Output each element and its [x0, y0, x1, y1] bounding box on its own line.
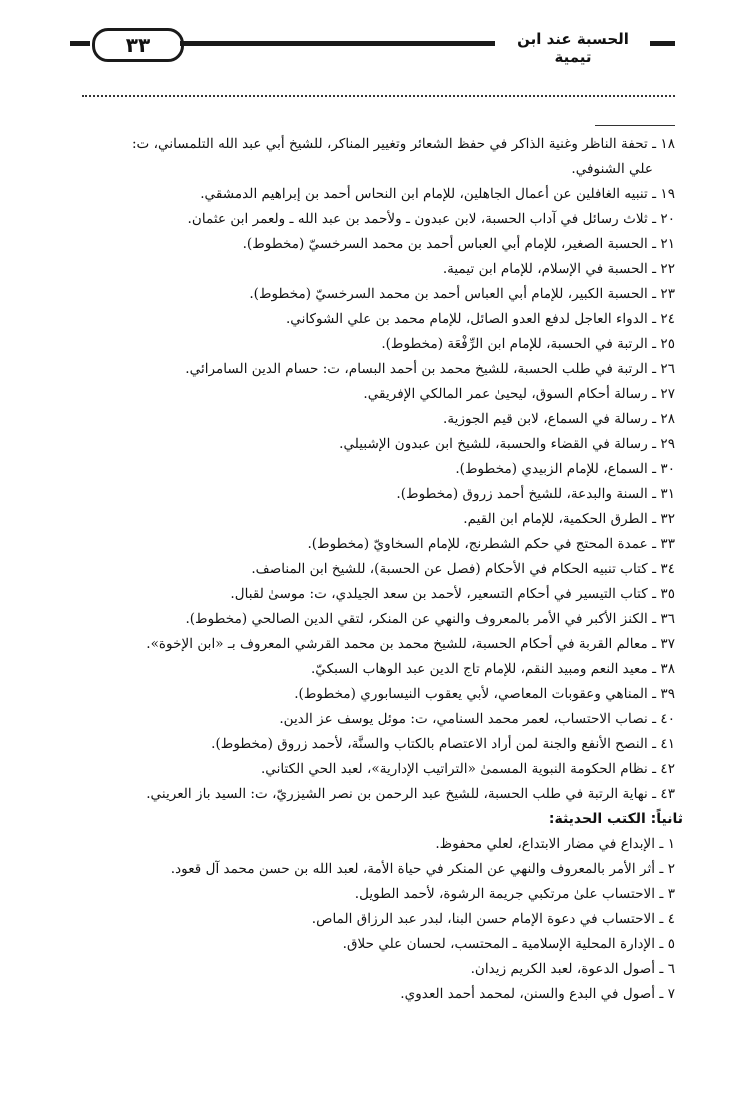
header-rule-middle [180, 41, 495, 46]
list-item: ٣٧ ـ معالم القربة في أحكام الحسبة، للشيخ محمد بن محمد القرشي المعروف بـ «ابن الإخوة». [146, 636, 675, 652]
list-item: ٣٩ ـ المناهي وعقوبات المعاصي، لأبي يعقوب النيسابوري (مخطوط). [294, 686, 675, 702]
dotted-divider [82, 95, 675, 97]
list-item: ١ ـ الإبداع في مضار الابتداع، لعلي محفوظ. [435, 836, 675, 852]
header-rule-left [70, 41, 90, 46]
list-item: ٢٢ ـ الحسبة في الإسلام، للإمام ابن تيمية. [442, 261, 675, 277]
header-rule-right [650, 41, 675, 46]
list-item: ١٩ ـ تنبيه الغافلين عن أعمال الجاهلين، للإمام ابن النحاس أحمد بن إبراهيم الدمشقي. [200, 186, 675, 202]
list-item-continuation: علي الشنوفي. [571, 161, 653, 177]
list-item: ٣٥ ـ كتاب التيسير في أحكام التسعير، لأحمد بن سعد الجيلدي، ت: موسىٰ لقبال. [230, 586, 675, 602]
list-item: ٢٥ ـ الرتبة في الحسبة، للإمام ابن الرِّفْعَة (مخطوط). [381, 336, 675, 352]
list-item: ٣٨ ـ معيد النعم ومبيد النقم، للإمام تاج الدين عبد الوهاب السبكيّ. [310, 661, 675, 677]
list-item: ٣٠ ـ السماع، للإمام الزبيدي (مخطوط). [455, 461, 675, 477]
list-item: ٧ ـ أصول في البدع والسنن، لمحمد أحمد العدوي. [400, 986, 675, 1002]
list-item: ٣٤ ـ كتاب تنبيه الحكام في الأحكام (فصل عن الحسبة)، للشيخ ابن المناصف. [251, 561, 675, 577]
running-title: الحسبة عند ابن تيمية [517, 30, 629, 66]
page-header [70, 28, 675, 66]
list-item: ٢٩ ـ رسالة في القضاء والحسبة، للشيخ ابن عبدون الإشبيلي. [339, 436, 675, 452]
list-item: ٤٠ ـ نصاب الاحتساب، لعمر محمد السنامي، ت: موئل يوسف عز الدين. [279, 711, 675, 727]
list-item: ٣٣ ـ عمدة المحتج في حكم الشطرنج، للإمام السخاويّ (مخطوط). [307, 536, 675, 552]
list-item-text: ١٨ ـ تحفة الناظر وغنية الذاكر في حفظ الشعائر وتغيير المناكر، للشيخ أبي عبد الله التلمساني، ت: [131, 136, 675, 152]
list-item: ٣٢ ـ الطرق الحكمية، للإمام ابن القيم. [463, 511, 675, 527]
list-item: ٤١ ـ النصح الأنفع والجنة لمن أراد الاعتصام بالكتاب والسنَّة، لأحمد زروق (مخطوط). [211, 736, 675, 752]
list-item [80, 132, 675, 182]
list-item: ٢٤ ـ الدواء العاجل لدفع العدو الصائل، للإمام محمد بن علي الشوكاني. [285, 311, 675, 327]
list-item: ٢٣ ـ الحسبة الكبير، للإمام أبي العباس أحمد بن محمد السرخسيّ (مخطوط). [249, 286, 675, 302]
list-item: ٣٦ ـ الكنز الأكبر في الأمر بالمعروف والنهي عن المنكر، لتقي الدين الصالحي (مخطوط). [185, 611, 675, 627]
modern-books-list [80, 832, 675, 1007]
list-item: ٤ ـ الاحتساب في دعوة الإمام حسن البنا، لبدر عبد الرزاق الماص. [311, 911, 675, 927]
bibliography-content [80, 132, 683, 1007]
list-item: ٢٨ ـ رسالة في السماع، لابن قيم الجوزية. [443, 411, 675, 427]
old-books-list [80, 182, 675, 807]
list-item: ٢٦ ـ الرتبة في طلب الحسبة، للشيخ محمد بن أحمد البسام، ت: حسام الدين السامرائي. [185, 361, 675, 377]
list-item: ٢٠ ـ ثلاث رسائل في آداب الحسبة، لابن عبدون ـ ولأحمد بن عبد الله ـ ولعمر ابن عثمان. [187, 211, 675, 227]
list-item: ٢ ـ أثر الأمر بالمعروف والنهي عن المنكر في حياة الأمة، لعبد الله بن حسن محمد آل قعود. [170, 861, 675, 877]
list-item: ٤٣ ـ نهاية الرتبة في طلب الحسبة، للشيخ عبد الرحمن بن نصر الشيزريّ، ت: السيد باز العريني. [146, 786, 675, 802]
list-item: ٢٧ ـ رسالة أحكام السوق، ليحيىٰ عمر المالكي الإفريقي. [363, 386, 675, 402]
list-item: ٤٢ ـ نظام الحكومة النبوية المسمىٰ «التراتيب الإدارية»، لعبد الحي الكتاني. [260, 761, 675, 777]
list-item: ٣١ ـ السنة والبدعة، للشيخ أحمد زروق (مخطوط). [396, 486, 675, 502]
list-item: ٥ ـ الإدارة المحلية الإسلامية ـ المحتسب، لحسان علي حلاق. [342, 936, 675, 952]
page-number: ٣٣ [92, 28, 184, 62]
list-item: ٦ ـ أصول الدعوة، لعبد الكريم زيدان. [470, 961, 675, 977]
section-heading: ثانياً: الكتب الحديثة: [548, 811, 683, 827]
list-item: ٢١ ـ الحسبة الصغير، للإمام أبي العباس أحمد بن محمد السرخسيّ (مخطوط). [242, 236, 675, 252]
footnote-rule [595, 125, 675, 126]
list-item: ٣ ـ الاحتساب علىٰ مرتكبي جريمة الرشوة، لأحمد الطويل. [354, 886, 675, 902]
